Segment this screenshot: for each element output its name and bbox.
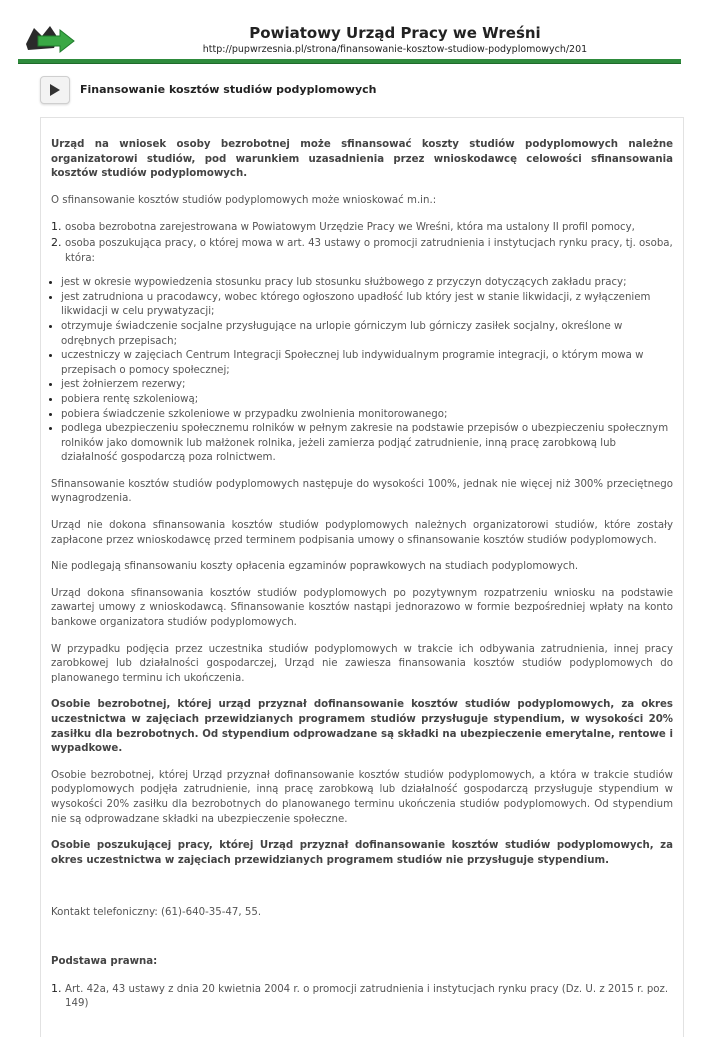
article-content bbox=[40, 117, 684, 1037]
list-item: • pobiera świadczenie szkoleniowe w przypadku zwolnienia monitorowanego; bbox=[61, 408, 673, 423]
list-item: 2. osoba poszukująca pracy, o której mowa w art. 43 ustawy o promocji zatrudnienia i instytucjach rynku pracy, tj. osoba, która: bbox=[65, 236, 673, 266]
conditions-list bbox=[51, 276, 673, 466]
page-heading bbox=[40, 76, 684, 104]
intro-paragraph: Urząd na wniosek osoby bezrobotnej może sfinansować koszty studiów podyplomowych należne organizatorowi studiów, pod warunkiem uzasadnienia przez wnioskodawcę celowości sfinansowania kosztów studiów podyplomowych. bbox=[51, 139, 673, 180]
list-item: • otrzymuje świadczenie socjalne przysługujące na urlopie górniczym lub górniczy zasiłek socjalny, określone w odrębnych przepisach; bbox=[61, 320, 673, 349]
page-title: Finansowanie kosztów studiów podyplomowych bbox=[80, 83, 377, 96]
who-can-apply: O sfinansowanie kosztów studiów podyplomowych może wnioskować m.in.: bbox=[51, 194, 437, 206]
list-item: • podlega ubezpieczeniu społecznemu rolników w pełnym zakresie na podstawie przepisów o ubezpieczeniu społecznym rolników jako domownik lub małżonek rolnika, jeżeli zamierza podjąć zatrudnienie, inną pracę zarobkową lub działalność gospodarczą poza rolnictwem. bbox=[61, 422, 673, 466]
list-item: • uczestniczy w zajęciach Centrum Integracji Społecznej lub indywidualnym programie integracji, o którym mowa w przepisach o pomocy społecznej; bbox=[61, 349, 673, 378]
spacer bbox=[51, 933, 673, 955]
list-item: • jest w okresie wypowiedzenia stosunku pracy lub stosunku służbowego z przyczyn dotyczących zakładu pracy; bbox=[61, 276, 673, 291]
applicants-list bbox=[51, 220, 673, 266]
logo-icon bbox=[24, 22, 76, 54]
play-arrow-icon bbox=[49, 83, 61, 97]
list-item: • jest zatrudniona u pracodawcy, wobec którego ogłoszono upadłość lub który jest w stanie likwidacji, z wyłączeniem likwidacji w celu prywatyzacji; bbox=[61, 291, 673, 320]
list-item: • jest żołnierzem rezerwy; bbox=[61, 378, 673, 393]
header-divider bbox=[18, 59, 681, 64]
site-url[interactable]: http://pupwrzesnia.pl/strona/finansowanie-kosztow-studiow-podyplomowych/201 bbox=[202, 44, 588, 55]
list-item: 1. Art. 42a, 43 ustawy z dnia 20 kwietnia 2004 r. o promocji zatrudnienia i instytucjach rynku pracy (Dz. U. z 2015 r. poz. 149) bbox=[65, 982, 673, 1012]
exams-paragraph: Nie podlegają sfinansowaniu koszty opłacenia egzaminów poprawkowych na studiach podyplomowych. bbox=[51, 561, 579, 573]
list-item: 1. osoba bezrobotna zarejestrowana w Powiatowym Urzędzie Pracy we Wreśni, która ma ustalony II profil pomocy, bbox=[65, 220, 673, 236]
job-seeker-paragraph: Osobie poszukującej pracy, której Urząd przyznał dofinansowanie kosztów studiów podyplomowych, za okres uczestnictwa w zajęciach przewidzianych programem studiów nie przysługuje stypendium. bbox=[51, 840, 673, 866]
financing-limit-paragraph: Sfinansowanie kosztów studiów podyplomowych następuje do wysokości 100%, jednak nie więcej niż 300% przeciętnego wynagrodzenia. bbox=[51, 478, 673, 505]
stipend-employed-paragraph: Osobie bezrobotnej, której Urząd przyznał dofinansowanie kosztów studiów podyplomowych, a która w trakcie studiów podyplomowych podjęła zatrudnienie, inną pracę zarobkową lub działalność gospodarczą przysługuje stypendium w wysokości 20% zasiłku dla bezrobotnych do planowanego terminu ukończenia studiów podyplomowych. Od stypendium nie są odprowadzane składki na ubezpieczenie społeczne. bbox=[51, 769, 673, 825]
legal-heading: Podstawa prawna: bbox=[51, 955, 158, 967]
contact-phone: Kontakt telefoniczny: (61)-640-35-47, 55. bbox=[51, 907, 262, 919]
prepaid-costs-paragraph: Urząd nie dokona sfinansowania kosztów studiów podyplomowych należnych organizatorowi studiów, które zostały zapłacone przez wnioskodawcę przed terminem podpisania umowy o sfinansowanie kosztów studiów podyplomowych. bbox=[51, 520, 673, 546]
page-arrow-button[interactable] bbox=[40, 76, 70, 104]
site-title: Powiatowy Urząd Pracy we Wreśni bbox=[249, 24, 541, 42]
employment-paragraph: W przypadku podjęcia przez uczestnika studiów podyplomowych w trakcie ich odbywania zatrudnienia, innej pracy zarobkowej lub działalności gospodarczej, Urząd nie zawiesza finansowania kosztów studiów podyplomowych do planowanego terminu ich ukończenia. bbox=[51, 643, 673, 684]
site-header bbox=[0, 0, 725, 66]
stipend-paragraph: Osobie bezrobotnej, której urząd przyznał dofinansowanie kosztów studiów podyplomowych, za okres uczestnictwa w zajęciach przewidzianych programem studiów przysługuje stypendium, w wysokości 20% zasiłku dla bezrobotnych. Od stypendium odprowadzane są składki na ubezpieczenie emerytalne, rentowe i wypadkowe. bbox=[51, 699, 673, 755]
payment-paragraph: Urząd dokona sfinansowania kosztów studiów podyplomowych po pozytywnym rozpatrzeniu wniosku na podstawie zawartej umowy z wnioskodawcą. Sfinansowanie kosztów nastąpi jednorazowo w formie bezpośredniej wpłaty na konto bankowe organizatora studiów podyplomowych. bbox=[51, 587, 673, 629]
legal-list bbox=[51, 982, 673, 1012]
list-item: • pobiera rentę szkoleniową; bbox=[61, 393, 673, 408]
spacer bbox=[51, 880, 673, 906]
